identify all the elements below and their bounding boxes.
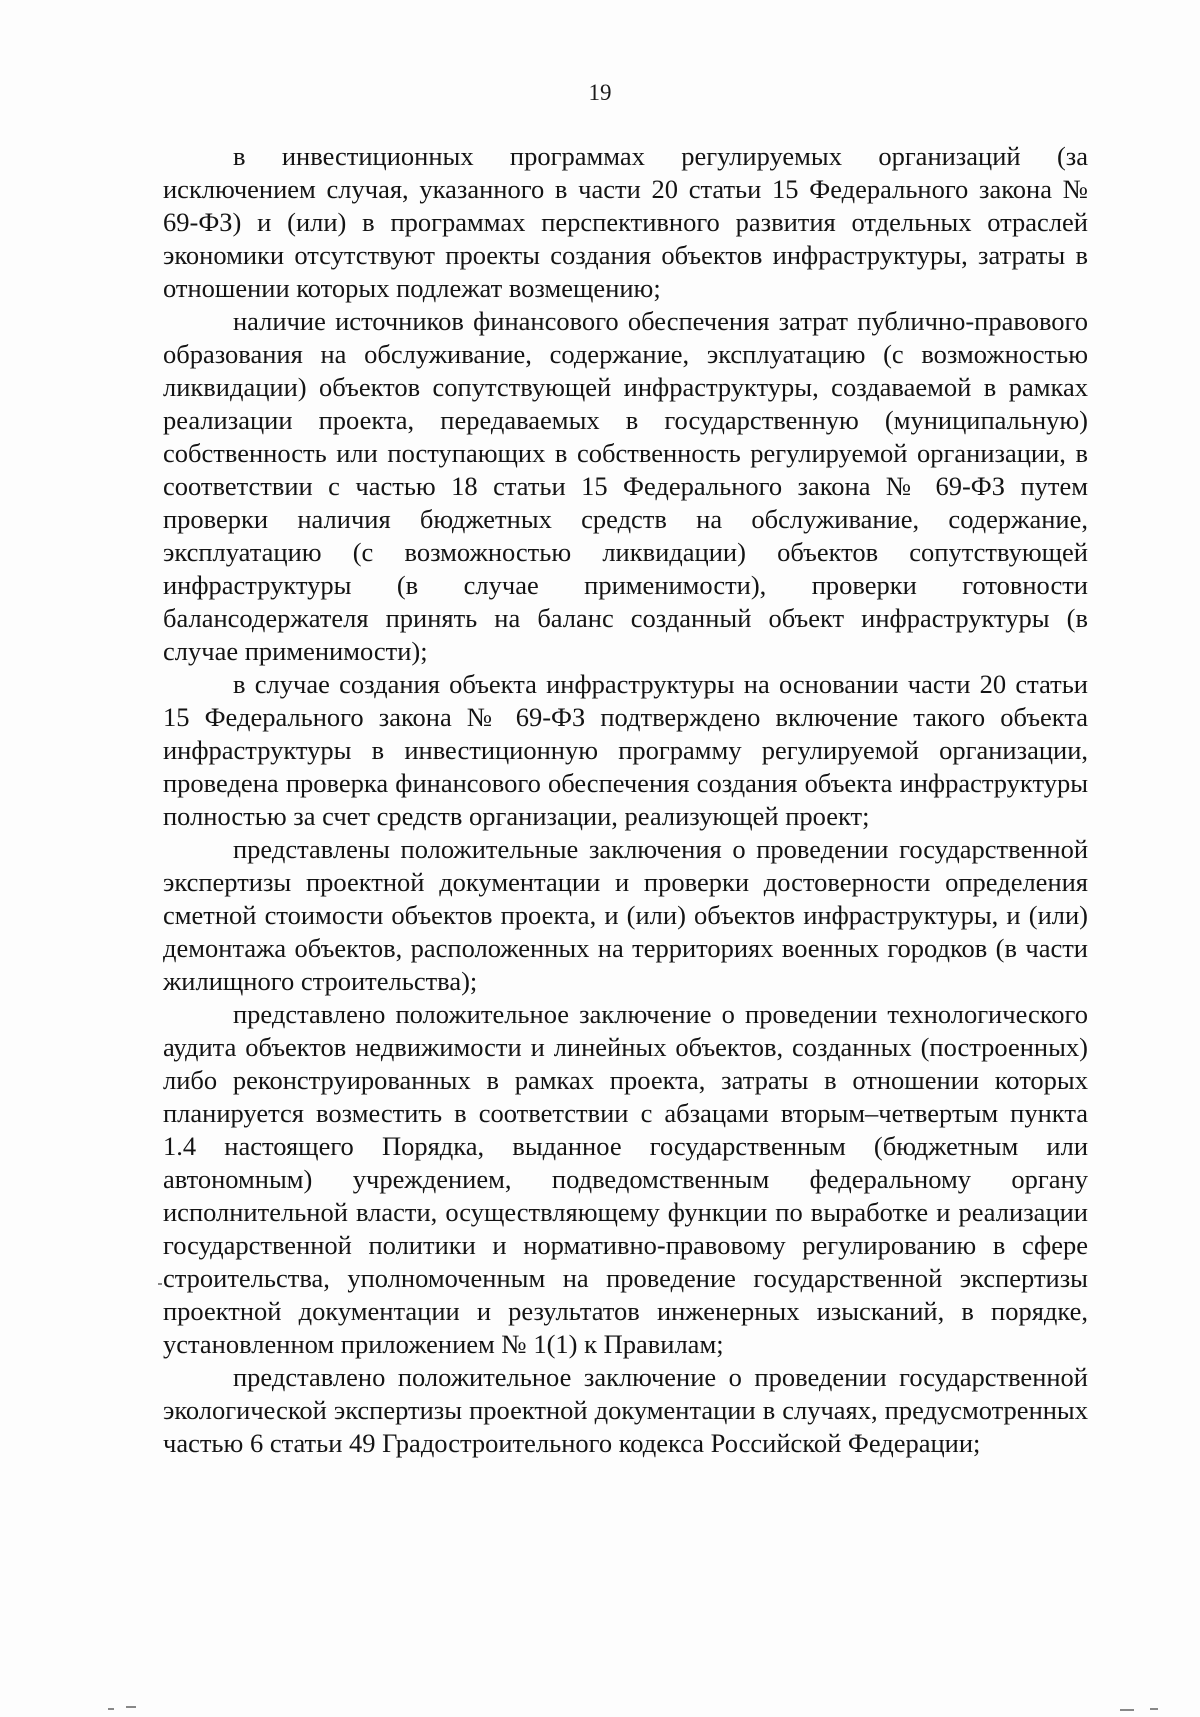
- paragraph: наличие источников финансового обеспечения затрат публично-правового образования на обслуживание, содержание, эксплуатацию (с возможностью ликвидации) объектов сопутствующей инфраструктуры, создаваемой в рамках реализации проекта, передаваемых в государственную (муниципальную) собственность или поступающих в собственность регулируемой организации, в соответствии с частью 18 статьи 15 Федерального закона № 69-ФЗ путем проверки наличия бюджетных средств на обслуживание, содержание, эксплуатацию (с возможностью ликвидации) объектов сопутствующей инфраструктуры (в случае применимости), проверки готовности балансодержателя принять на баланс созданный объект инфраструктуры (в случае применимости);: [163, 306, 1088, 666]
- paragraph: в случае создания объекта инфраструктуры на основании части 20 статьи 15 Федерального закона № 69-ФЗ подтверждено включение такого объекта инфраструктуры в инвестиционную программу регулируемой организации, проведена проверка финансового обеспечения создания объекта инфраструктуры полностью за счет средств организации, реализующей проект;: [163, 669, 1088, 831]
- scan-artifact: [108, 1708, 114, 1710]
- scan-artifact: [1120, 1709, 1134, 1711]
- page-number: 19: [588, 80, 612, 105]
- scan-artifact: [126, 1706, 136, 1708]
- paragraph: представлены положительные заключения о проведении государственной экспертизы проектной документации и проверки достоверности определения сметной стоимости объектов проекта, и (или) объектов инфраструктуры, и (или) демонтажа объектов, расположенных на территориях военных городков (в части жилищного строительства);: [163, 834, 1088, 996]
- scan-artifact: [158, 1283, 162, 1285]
- paragraph: в инвестиционных программах регулируемых организаций (за исключением случая, указанного в части 20 статьи 15 Федерального закона № 69-ФЗ) и (или) в программах перспективного развития отдельных отраслей экономики отсутствуют проекты создания объектов инфраструктуры, затраты в отношении которых подлежат возмещению;: [163, 141, 1088, 303]
- paragraph: представлено положительное заключение о проведении государственной экологической экспертизы проектной документации в случаях, предусмотренных частью 6 статьи 49 Градостроительного кодекса Российской Федерации;: [163, 1362, 1088, 1458]
- scan-artifact: [1150, 1708, 1158, 1710]
- paragraph: представлено положительное заключение о проведении технологического аудита объектов недвижимости и линейных объектов, созданных (построенных) либо реконструированных в рамках проекта, затраты в отношении которых планируется возместить в соответствии с абзацами вторым–четвертым пункта 1.4 настоящего Порядка, выданное государственным (бюджетным или автономным) учреждением, подведомственным федеральному органу исполнительной власти, осуществляющему функции по выработке и реализации государственной политики и нормативно-правовому регулированию в сфере строительства, уполномоченным на проведение государственной экспертизы проектной документации и результатов инженерных изысканий, в порядке, установленном приложением № 1(1) к Правилам;: [163, 999, 1088, 1359]
- document-body: [163, 140, 1088, 1460]
